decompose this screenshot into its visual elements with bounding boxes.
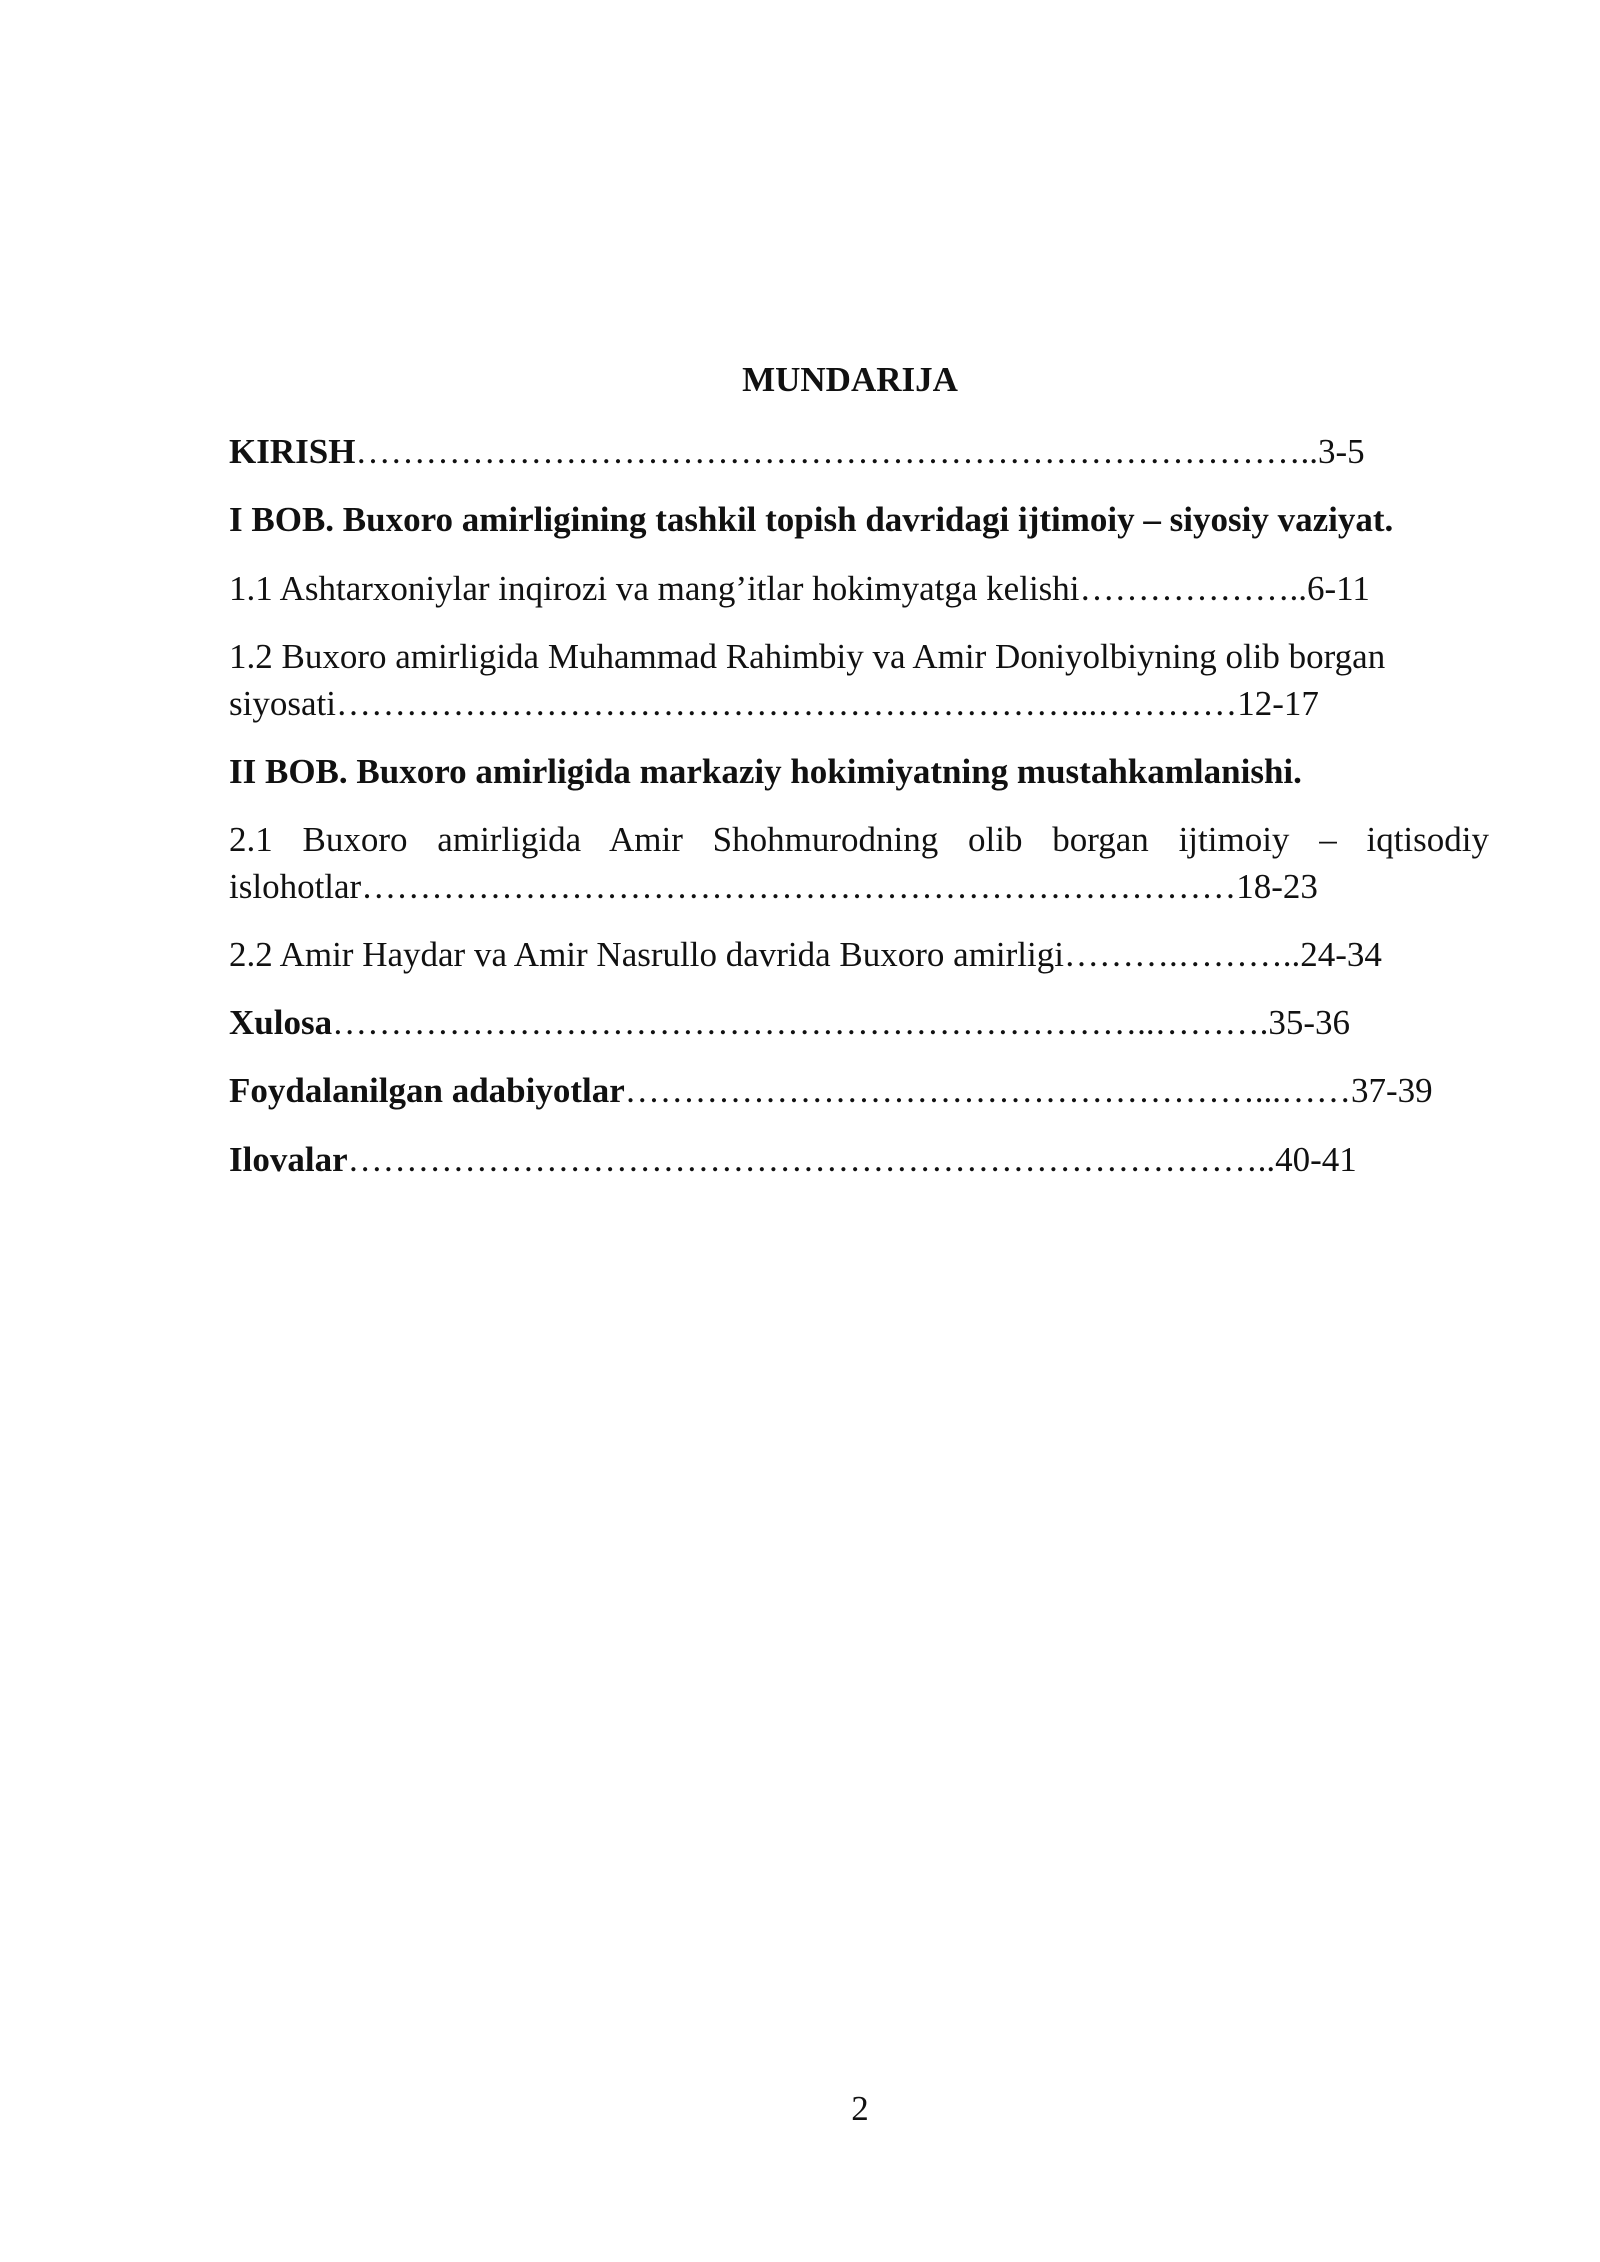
toc-entry-ilovalar[interactable]: [229, 1136, 1357, 1184]
toc-entry-label: Ilovalar: [229, 1140, 348, 1179]
toc-entry-label: islohotlar: [229, 867, 362, 906]
toc-page-range: 37-39: [1351, 1071, 1433, 1110]
toc-leader: …………………………………………………………………….: [347, 1140, 1267, 1179]
page-number: 2: [851, 2089, 869, 2128]
toc-entry-adabiyotlar[interactable]: [229, 1067, 1433, 1115]
toc-entry-label: 1.1 Ashtarxoniylar inqirozi va mang’itlar hokimyatga kelishi: [229, 569, 1080, 608]
toc-chapter-1[interactable]: I BOB. Buxoro amirligining tashkil topish davridagi ijtimoiy – siyosiy vaziyat.: [229, 500, 1394, 539]
toc-page-range: .24-34: [1291, 935, 1382, 974]
toc-entry-2-1-line1[interactable]: 2.1 Buxoro amirligida Amir Shohmurodning olib borgan ijtimoiy – iqtisodiy: [229, 820, 1489, 859]
toc-entry-2-1-line2[interactable]: [229, 863, 1318, 911]
toc-leader: ………………………………………………...……: [624, 1071, 1352, 1110]
toc-entry-label: Foydalanilgan adabiyotlar: [229, 1071, 625, 1110]
toc-page-range: .3-5: [1309, 432, 1365, 471]
toc-entry-1-2-line1[interactable]: 1.2 Buxoro amirligida Muhammad Rahimbiy va Amir Doniyolbiyning olib borgan: [229, 637, 1386, 676]
toc-leader: ……………………………………………………………..……….: [332, 1003, 1269, 1042]
toc-entry-label: KIRISH: [229, 432, 356, 471]
toc-page-range: .40-41: [1266, 1140, 1357, 1179]
toc-entry-label: siyosati: [229, 684, 336, 723]
toc-leader: …………………………………………………………………: [361, 867, 1237, 906]
toc-leader: ………………..: [1079, 569, 1308, 608]
toc-leader: ………………………………………………………...…………: [335, 684, 1238, 723]
toc-entry-label: Xulosa: [229, 1003, 333, 1042]
toc-page-range: 12-17: [1237, 684, 1319, 723]
toc-entry-1-2-line2[interactable]: [229, 680, 1319, 728]
toc-entry-kirish[interactable]: [229, 428, 1365, 476]
toc-leader: ……….……….: [1063, 935, 1292, 974]
toc-page-range: 18-23: [1236, 867, 1318, 906]
toc-entry-2-2[interactable]: [229, 931, 1382, 979]
toc-entry-1-1[interactable]: [229, 565, 1370, 613]
toc-entry-xulosa[interactable]: [229, 999, 1350, 1047]
toc-entry-label: 2.2 Amir Haydar va Amir Nasrullo davrida Buxoro amirligi: [229, 935, 1064, 974]
toc-page-range: 35-36: [1268, 1003, 1350, 1042]
page-title: MUNDARIJA: [742, 360, 958, 399]
toc-page-range: 6-11: [1307, 569, 1370, 608]
toc-leader: ……………………………………………………………………….: [355, 432, 1310, 471]
toc-chapter-2[interactable]: II BOB. Buxoro amirligida markaziy hokimiyatning mustahkamlanishi.: [229, 752, 1302, 791]
